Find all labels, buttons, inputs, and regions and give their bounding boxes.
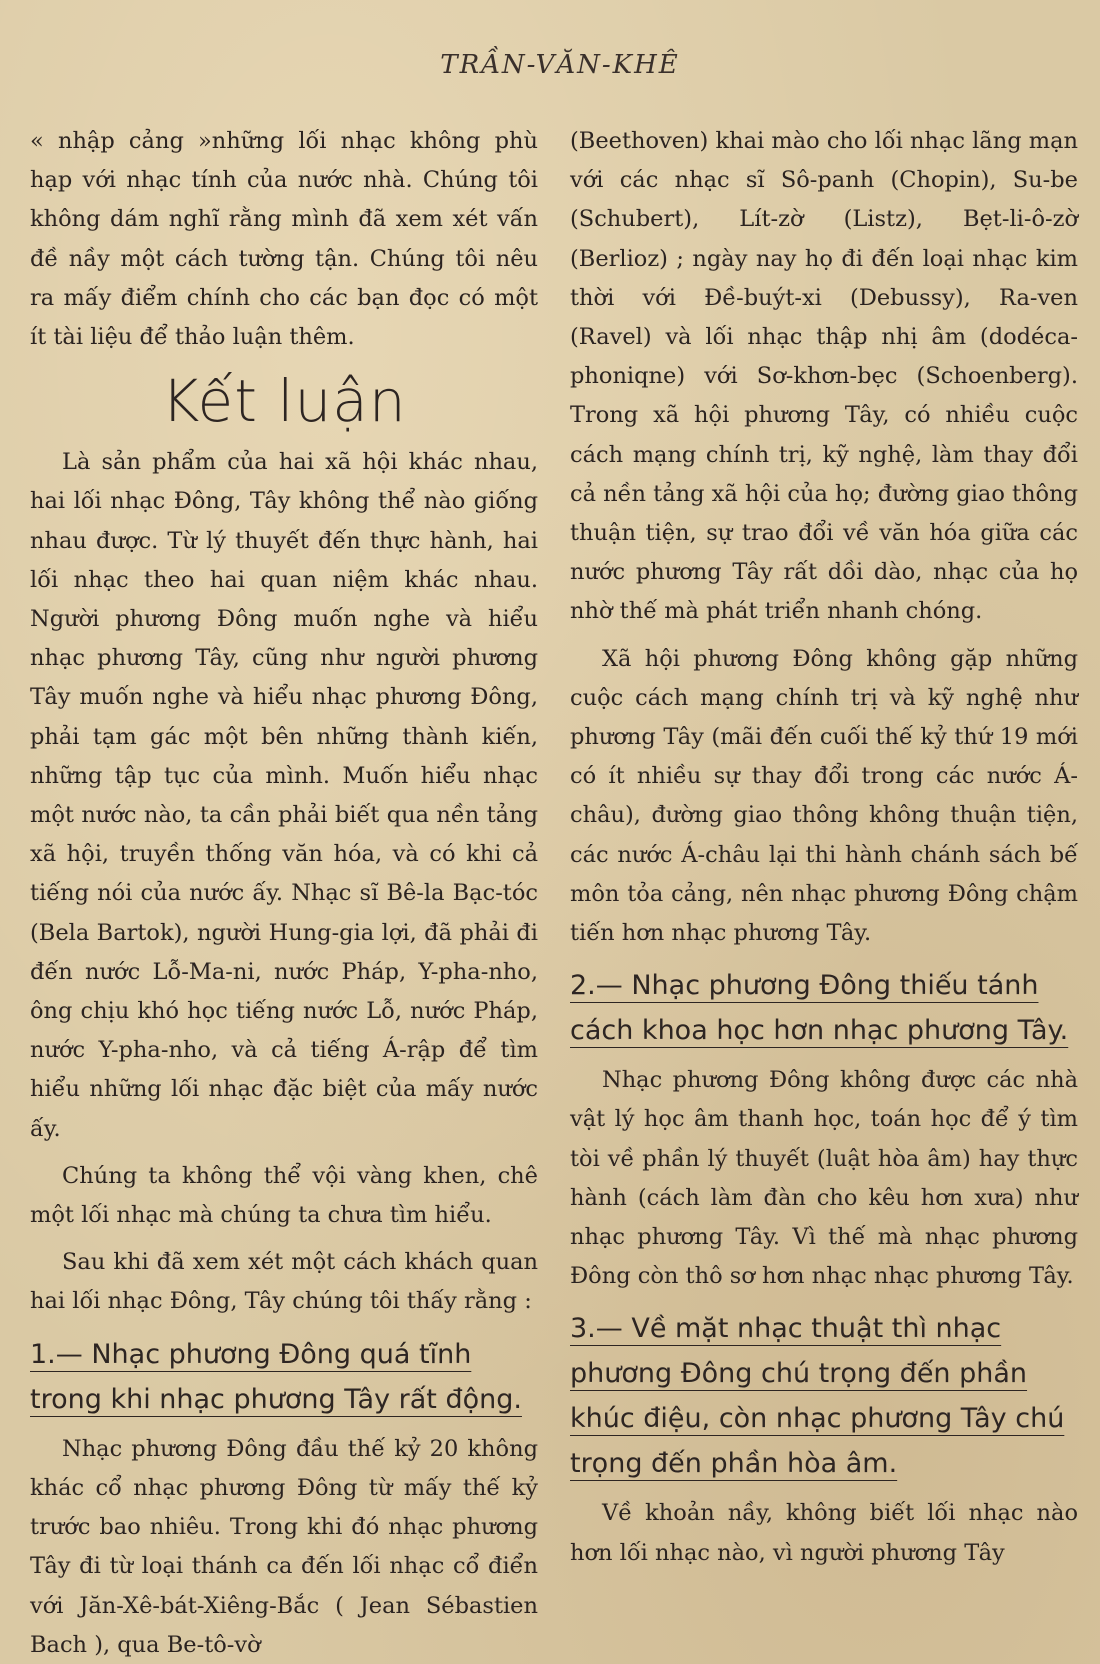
running-header: TRẦN-VĂN-KHÊ — [440, 50, 680, 80]
section-heading: Kết luận — [161, 367, 407, 436]
left-column — [30, 122, 538, 1664]
conclusion-point-1: 1.— Nhạc phương Đông quá tĩnh trong khi nhạc phương Tây rất động. — [30, 1338, 522, 1415]
body-paragraph: (Beethoven) khai mào cho lối nhạc lãng mạn với các nhạc sĩ Sô-panh (Chopin), Su-be (Schubert), Lít-zờ (Listz), Bẹt-li-ô-zờ (Berlioz) ; ngày nay họ đi đến loại nhạc kim thời với Đề-buýt-xi (Debussy), Ra-ven (Ravel) và lối nhạc thập nhị âm (dodéca-phoniqne) với Sơ-khơn-bẹc (Schoenberg). Trong xã hội phương Tây, có nhiều cuộc cách mạng chính trị, kỹ nghệ, làm thay đổi cả nền tảng xã hội của họ; đường giao thông thuận tiện, sự trao đổi về văn hóa giữa các nước phương Tây rất dồi dào, nhạc của họ nhờ thế mà phát triển nhanh chóng. — [570, 128, 1078, 625]
body-paragraph: Xã hội phương Đông không gặp những cuộc cách mạng chính trị và kỹ nghệ như phương Tây (mãi đến cuối thế kỷ thứ 19 mới có ít nhiều sự thay đổi trong các nước Á-châu), đường giao thông không thuận tiện, các nước Á-châu lại thi hành chánh sách bế môn tỏa cảng, nên nhạc phương Đông chậm tiến hơn nhạc phương Tây. — [570, 645, 1078, 947]
body-paragraph: Về khoản nầy, không biết lối nhạc nào hơn lối nhạc nào, vì người phương Tây — [570, 1500, 1078, 1566]
body-paragraph: Chúng ta không thể vội vàng khen, chê một lối nhạc mà chúng ta chưa tìm hiểu. — [30, 1162, 538, 1229]
conclusion-point-2: 2.— Nhạc phương Đông thiếu tánh cách khoa học hơn nhạc phương Tây. — [570, 970, 1069, 1047]
body-paragraph: « nhập cảng »những lối nhạc không phù hạp với nhạc tính của nước nhà. Chúng tôi không dám nghĩ rằng mình đã xem xét vấn đề nầy một cách tường tận. Chúng tôi nêu ra mấy điểm chính cho các bạn đọc có một ít tài liệu để thảo luận thêm. — [30, 128, 538, 351]
body-paragraph: Nhạc phương Đông không được các nhà vật lý học âm thanh học, toán học để ý tìm tòi về phần lý thuyết (luật hòa âm) hay thực hành (cách làm đàn cho kêu hơn xưa) như nhạc phương Tây. Vì thế mà nhạc phương Đông còn thô sơ hơn nhạc nhạc phương Tây. — [570, 1067, 1078, 1290]
conclusion-point-3: 3.— Về mặt nhạc thuật thì nhạc phương Đông chú trọng đến phần khúc điệu, còn nhạc phương Tây chú trọng đến phần hòa âm. — [570, 1313, 1065, 1480]
body-paragraph: Sau khi đã xem xét một cách khách quan hai lối nhạc Đông, Tây chúng tôi thấy rằng : — [30, 1249, 538, 1315]
body-paragraph: Là sản phẩm của hai xã hội khác nhau, hai lối nhạc Đông, Tây không thể nào giống nhau được. Từ lý thuyết đến thực hành, hai lối nhạc theo hai quan niệm khác nhau. Người phương Đông muốn nghe và hiểu nhạc phương Tây, cũng như người phương Tây muốn nghe và hiểu nhạc phương Đông, phải tạm gác một bên những thành kiến, những tập tục của mình. Muốn hiểu nhạc một nước nào, ta cần phải biết qua nền tảng xã hội, truyền thống văn hóa, và có khi cả tiếng nói của nước ấy. Nhạc sĩ Bê-la Bạc-tóc (Bela Bartok), người Hung-gia lợi, đã phải đi đến nước Lỗ-Ma-ni, nước Pháp, Y-pha-nho, ông chịu khó học tiếng nước Lỗ, nước Pháp, nước Y-pha-nho, và cả tiếng Á-rập để tìm hiểu những lối nhạc đặc biệt của mấy nước ấy. — [30, 449, 538, 1142]
body-paragraph: Nhạc phương Đông đầu thế kỷ 20 không khác cổ nhạc phương Đông từ mấy thế kỷ trước bao nhiêu. Trong khi đó nhạc phương Tây đi từ loại thánh ca đến lối nhạc cổ điển với Jăn-Xê-bát-Xiêng-Bắc ( Jean Sébastien Bach ), qua Be-tô-vờ — [30, 1435, 538, 1658]
right-column — [570, 122, 1078, 1573]
